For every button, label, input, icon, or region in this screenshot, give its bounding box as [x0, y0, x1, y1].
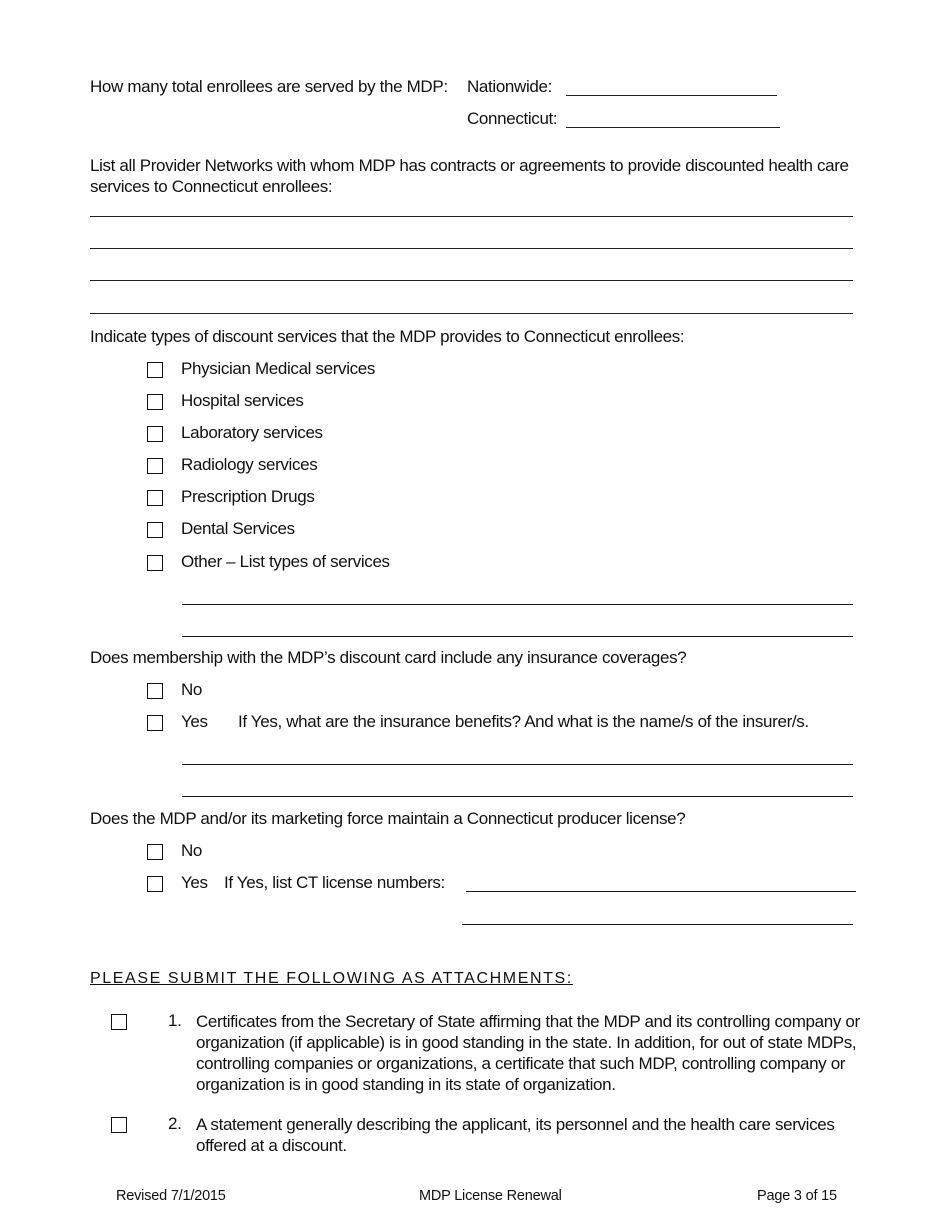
- provider-networks-line-1[interactable]: [90, 216, 853, 217]
- footer-revised: Revised 7/1/2015: [116, 1188, 226, 1204]
- attachments-heading: PLEASE SUBMIT THE FOLLOWING AS ATTACHMENTS:: [90, 970, 573, 987]
- laboratory-label: Laboratory services: [181, 423, 323, 442]
- insurance-no-label: No: [181, 680, 203, 699]
- license-no-checkbox[interactable]: [147, 844, 163, 860]
- license-numbers-line-2[interactable]: [462, 924, 853, 925]
- attachment-2-checkbox[interactable]: [111, 1117, 127, 1133]
- insurance-coverage-question: Does membership with the MDP’s discount card include any insurance coverages?: [90, 648, 687, 667]
- attachment-1-text: Certificates from the Secretary of State affirming that the MDP and its controlling company or organization (if applicable) is in good standing in the state. In addition, for out of state MDPs, controlling companies or organizations, a certificate that such MDP, controlling company or organization is in good standing in its state of organization.: [196, 1012, 860, 1094]
- hospital-checkbox[interactable]: [147, 394, 163, 410]
- insurance-benefits-line-2[interactable]: [182, 796, 853, 797]
- radiology-checkbox[interactable]: [147, 458, 163, 474]
- provider-networks-line-2[interactable]: [90, 248, 853, 249]
- provider-networks-line-3[interactable]: [90, 280, 853, 281]
- license-yes-checkbox[interactable]: [147, 876, 163, 892]
- provider-networks-question: List all Provider Networks with whom MDP has contracts or agreements to provide discounted health care services to Connecticut enrollees:: [90, 156, 849, 196]
- insurance-yes-label: Yes: [181, 712, 208, 731]
- license-numbers-line-1[interactable]: [466, 891, 856, 892]
- attachment-1-number: 1.: [168, 1011, 182, 1030]
- nationwide-field[interactable]: [566, 95, 777, 96]
- physician-medical-label: Physician Medical services: [181, 359, 376, 378]
- provider-networks-line-4[interactable]: [90, 313, 853, 314]
- other-services-line-1[interactable]: [182, 604, 853, 605]
- radiology-label: Radiology services: [181, 455, 318, 474]
- connecticut-label: Connecticut:: [467, 109, 558, 128]
- dental-label: Dental Services: [181, 519, 295, 538]
- insurance-yes-followup: If Yes, what are the insurance benefits? And what is the name/s of the insurer/s.: [238, 712, 809, 731]
- footer-page-number: Page 3 of 15: [757, 1188, 837, 1204]
- attachment-2-text: A statement generally describing the applicant, its personnel and the health care services offered at a discount.: [196, 1115, 835, 1155]
- license-yes-label: Yes: [181, 873, 208, 892]
- other-services-line-2[interactable]: [182, 636, 853, 637]
- insurance-no-checkbox[interactable]: [147, 683, 163, 699]
- discount-services-question: Indicate types of discount services that the MDP provides to Connecticut enrollees:: [90, 327, 685, 346]
- footer-title: MDP License Renewal: [419, 1188, 562, 1204]
- other-services-label: Other – List types of services: [181, 552, 390, 571]
- insurance-benefits-line-1[interactable]: [182, 764, 853, 765]
- insurance-yes-checkbox[interactable]: [147, 715, 163, 731]
- nationwide-label: Nationwide:: [467, 77, 552, 96]
- attachment-1-checkbox[interactable]: [111, 1014, 127, 1030]
- attachment-2-number: 2.: [168, 1114, 182, 1133]
- prescription-drugs-label: Prescription Drugs: [181, 487, 315, 506]
- hospital-label: Hospital services: [181, 391, 304, 410]
- dental-checkbox[interactable]: [147, 522, 163, 538]
- connecticut-field[interactable]: [566, 127, 780, 128]
- enrollees-question: How many total enrollees are served by the MDP:: [90, 77, 448, 96]
- license-no-label: No: [181, 841, 203, 860]
- producer-license-question: Does the MDP and/or its marketing force maintain a Connecticut producer license?: [90, 809, 686, 828]
- laboratory-checkbox[interactable]: [147, 426, 163, 442]
- physician-medical-checkbox[interactable]: [147, 362, 163, 378]
- prescription-drugs-checkbox[interactable]: [147, 490, 163, 506]
- license-yes-followup: If Yes, list CT license numbers:: [224, 873, 445, 892]
- other-services-checkbox[interactable]: [147, 555, 163, 571]
